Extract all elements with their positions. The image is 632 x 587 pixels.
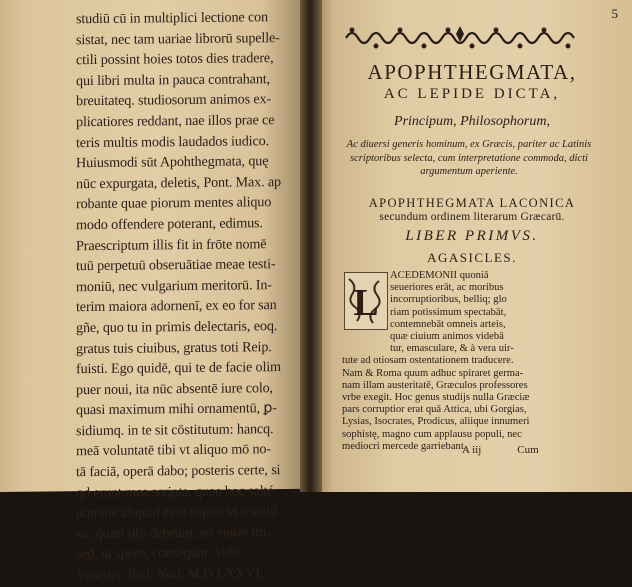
text-line: ctili possint hoies totos dies tradere,: [76, 50, 274, 69]
text-line: quæ ciuium animos videbā: [390, 331, 504, 343]
liber-heading: LIBER PRIMVS.: [405, 228, 539, 244]
text-line: sed, ut spero, consequar. Vale.: [76, 544, 243, 563]
text-line: mediocri mercede garriebant.: [342, 440, 467, 452]
text-line: sit, q̄tum tibi debeam, nō enitar tm,: [76, 524, 270, 543]
text-line: nūc expurgata, deletis, Pont. Max. ap: [76, 173, 281, 192]
book-title-line2: AC LEPIDE DICTA,: [383, 86, 561, 102]
book-title-line3: Principum, Philosophorum,: [394, 114, 550, 129]
text-line: Lysias, Isocrates, Prodicus, aliique innumeri: [342, 416, 530, 428]
left-page: [0, 0, 308, 584]
page-number: 5: [611, 6, 618, 21]
text-line: Venetijs, Ibid. Nou. M D LXXVI.: [76, 565, 264, 584]
page-footer: [462, 444, 539, 456]
catchword: Cum: [517, 444, 539, 456]
text-line: sistat, nec tam uariae librorū supelle-: [76, 29, 280, 48]
text-line: vrbe exegit. Hoc genus studijs nulla Græciæ: [342, 392, 530, 404]
chapter-heading: AGASICLES.: [427, 250, 517, 265]
text-line: plicatiores reddant, nae illos prae ce: [76, 112, 275, 131]
text-line: Praescriptum illis fit in frōte nomē: [76, 235, 267, 254]
book-gutter: [300, 0, 322, 492]
text-line: tā faciā, operā dabo; posteris certe, si: [76, 462, 281, 481]
text-line: quasi maximum mihi ornamentū, ꝑ-: [76, 400, 277, 419]
text-line: fuisti. Ego quidē, qui te de facie olim: [76, 359, 281, 378]
text-line: riam potissimum spectabāt,: [390, 306, 507, 318]
text-line: nomine aliquid esse cupio, vt testatū: [76, 503, 277, 522]
floral-ornament-band: [342, 24, 582, 52]
text-line: gñe, quo tu in primis delectaris, eoq.: [76, 318, 278, 337]
text-line: robante quae piorum mentes aliquo: [76, 194, 272, 213]
text-line: tute ad otiosam ostentationem traducere.: [342, 355, 514, 367]
book-title: APOPHTHEGMATA,: [367, 60, 577, 84]
text-line: moniū, nec vulgarium meritorū. In-: [76, 276, 272, 295]
text-line: pars corruptior erat quā Attica, ubi Gorgias,: [342, 404, 527, 416]
text-line: qui libri multa in pauca contrahant,: [76, 70, 270, 89]
text-line: tuū perpetuū obseruātiae meae testi-: [76, 256, 276, 275]
section-title: APOPHTHEGMATA LACONICA: [368, 196, 576, 210]
text-line: sophistę, magno cum applausu populi, nec: [342, 428, 522, 440]
text-line: Nam & Roma quum adhuc spiraret germa-: [342, 367, 524, 379]
text-line: tur, emasculare, & à vera uir-: [390, 343, 514, 355]
text-line: breuitateq. studiosorum animos ex-: [76, 91, 272, 110]
text-line: qd erunt mea scripta, quae hoc salté: [76, 482, 274, 501]
text-line: ACEDEMONII quoniā: [390, 270, 489, 281]
text-line: teris multis modis laudados iudico.: [76, 132, 269, 151]
text-line: incorruptioribus, belliq; glo: [390, 294, 507, 306]
text-line: terim maiora adornenī, ex eo for san: [76, 297, 277, 316]
text-line: gratus tuis ciuibus, gratus toti Reip.: [76, 338, 272, 357]
text-line: Huiusmodi sūt Apohthegmata, quę: [76, 153, 269, 172]
text-line: contemnebāt omneis arteis,: [390, 318, 506, 330]
section-title-block: [322, 196, 622, 224]
body-text: [342, 270, 598, 453]
left-page-text: [76, 7, 292, 586]
book-subtitle: Ac diuersi generis hominum, ex Græcis, pariter ac Latinis scriptoribus selecta, cum interpretatione commoda, dicti argumentum aperiente.: [346, 139, 592, 177]
text-line: meā voluntatē tibi vt aliquo mō no-: [76, 441, 271, 460]
text-line: studiū cū in multiplici lectione con: [76, 9, 269, 28]
text-line: seueriores erāt, ac moribus: [390, 282, 504, 294]
text-line: modo offendere poterant, edimus.: [76, 215, 263, 234]
drop-cap-letter: L: [353, 282, 379, 324]
text-line: puer noui, ita nūc absentē iure colo,: [76, 379, 273, 398]
text-line: nam illam austeritatē, Græculos professores: [342, 379, 528, 391]
signature-mark: A iij: [462, 444, 482, 456]
section-subtitle: secundum ordinem literarum Græcarū.: [379, 211, 565, 223]
text-line: sidiumq. in te sit cōstitutum: hancq.: [76, 421, 274, 440]
